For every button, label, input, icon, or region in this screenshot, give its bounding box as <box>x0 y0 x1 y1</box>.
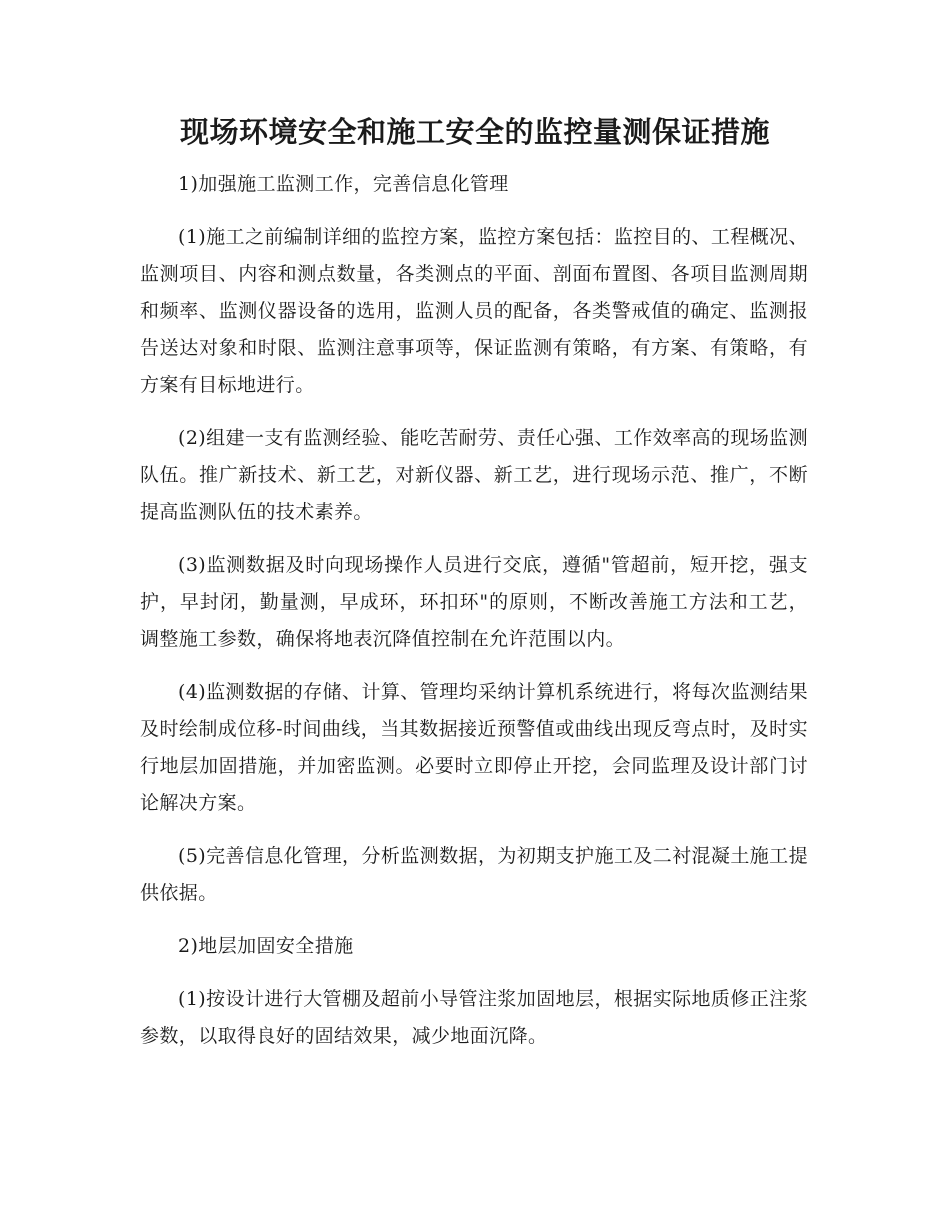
section-heading-2: 2)地层加固安全措施 <box>178 935 354 957</box>
paragraph-6: (1)按设计进行大管棚及超前小导管注浆加固地层，根据实际地质修正注浆参数，以取得良好的固结效果，减少地面沉降。 <box>140 988 808 1047</box>
paragraph-2: (2)组建一支有监测经验、能吃苦耐劳、责任心强、工作效率高的现场监测队伍。推广新技术、新工艺，对新仪器、新工艺，进行现场示范、推广，不断提高监测队伍的技术素养。 <box>140 427 808 523</box>
paragraph-4: (4)监测数据的存储、计算、管理均采纳计算机系统进行，将每次监测结果及时绘制成位移-时间曲线，当其数据接近预警值或曲线出现反弯点时，及时实行地层加固措施，并加密监测。必要时立即停止开挖，会同监理及设计部门讨论解决方案。 <box>140 681 808 814</box>
paragraph-3: (3)监测数据及时向现场操作人员进行交底，遵循"管超前，短开挖，强支护，早封闭，勤量测，早成环，环扣环"的原则，不断改善施工方法和工艺，调整施工参数，确保将地表沉降值控制在允许范围以内。 <box>140 554 808 650</box>
document-body <box>140 166 808 1071</box>
document-title: 现场环境安全和施工安全的监控量测保证措施 <box>179 115 770 149</box>
paragraph-1: (1)施工之前编制详细的监控方案，监控方案包括：监控目的、工程概况、监测项目、内容和测点数量，各类测点的平面、剖面布置图、各项目监测周期和频率、监测仪器设备的选用，监测人员的配备，各类警戒值的确定、监测报告送达对象和时限、监测注意事项等，保证监测有策略，有方案、有策略，有方案有目标地进行。 <box>140 226 808 396</box>
paragraph-5: (5)完善信息化管理，分析监测数据，为初期支护施工及二衬混凝土施工提供依据。 <box>140 845 808 904</box>
section-heading-1: 1)加强施工监测工作，完善信息化管理 <box>178 173 509 195</box>
